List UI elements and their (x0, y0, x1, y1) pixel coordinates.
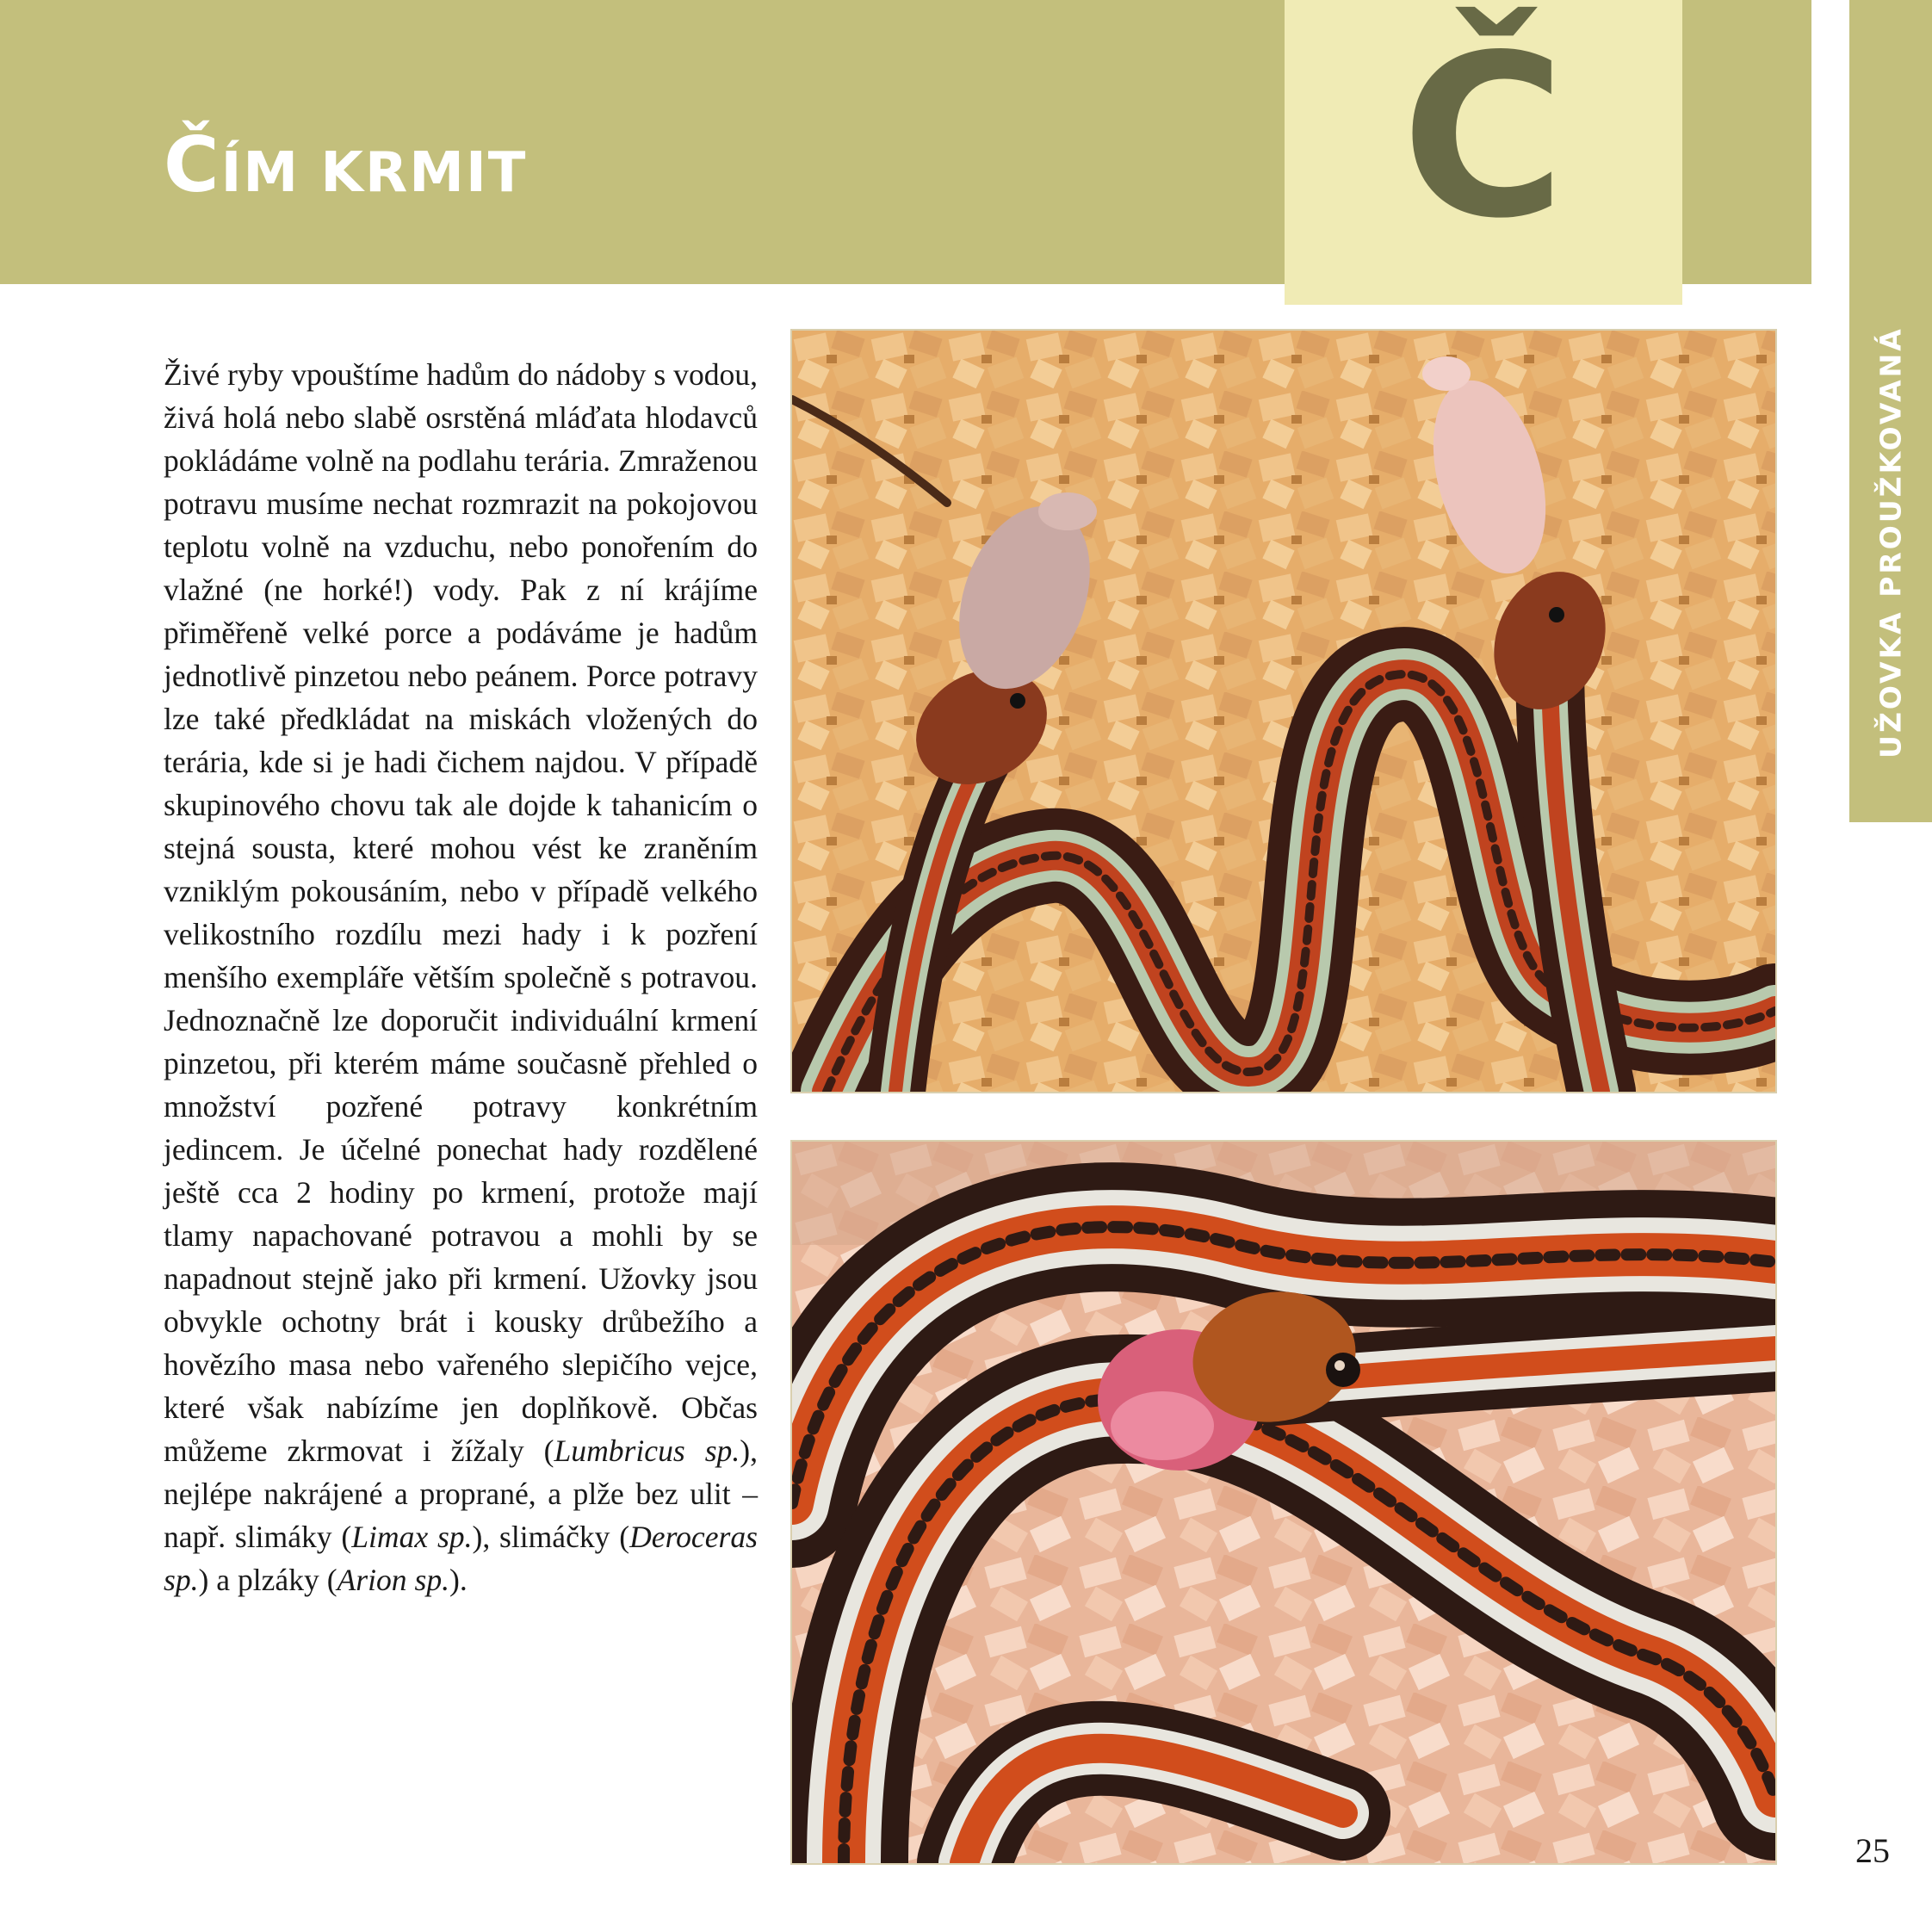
body-paragraph (164, 353, 758, 1601)
side-tab-label: UŽOVKA PROUŽKOVANÁ (1873, 326, 1908, 759)
photo-snake-eating-mouse (790, 1140, 1777, 1865)
chapter-letter: Č (1401, 8, 1566, 268)
chapter-letter-box (1285, 0, 1682, 305)
taxon-lumbricus: Lumbricus sp. (554, 1434, 740, 1468)
page-number: 25 (1855, 1831, 1890, 1870)
title-initial: Č (164, 121, 221, 209)
taxon-deroceras: Deroceras sp. (164, 1520, 758, 1597)
page-title (164, 121, 528, 209)
taxon-arion: Arion sp. (337, 1563, 450, 1597)
taxon-limax: Limax sp. (351, 1520, 473, 1554)
photo-snakes-feeding (790, 329, 1777, 1093)
body-text-5: ). (449, 1563, 468, 1597)
body-text-4: ) a plzáky ( (198, 1563, 337, 1597)
body-text-2: ), nejlépe nakrájené a proprané, a plže bez ulit – např. slimáky ( (164, 1434, 758, 1554)
body-text-1: Živé ryby vpouštíme hadům do nádoby s vodou, živá holá nebo slabě osrstěná mláďata hlodavců pokládáme volně na podlahu terária. Zmraženou potravu musíme nechat rozmrazit na pokojovou teplotu volně na vzduchu, nebo ponořením do vlažné (ne horké!) vody. Pak z ní krájíme přiměřeně velké porce a podáváme je hadům jednotlivě pinzetou nebo peánem. Porce potravy lze také předkládat na miskách vložených do terária, kde si je hadi čichem najdou. V případě skupinového chovu tak ale dojde k tahanicím o stejná sousta, které mohou vést ke zraněním vzniklým pokousáním, nebo v případě velkého velikostního rozdílu mezi hady i k pozření menšího exempláře větším společně s potravou. Jednoznačně lze doporučit individuální krmení pinzetou, při kterém máme současně přehled o množství pozřené potravy konkrétním jedincem. Je účelné ponechat hady rozdělené ještě cca 2 hodiny po krmení, protože mají tlamy napachované potravou a mohli by se napadnout stejně jako při krmení. Užovky jsou obvykle ochotny brát i kousky drůbežího a hovězího masa nebo vařeného slepičího vejce, které však nabízíme jen doplňkově. Občas můžeme zkrmovat i žížaly ( (164, 357, 758, 1468)
title-rest: ÍM KRMIT (220, 141, 528, 205)
body-text-3: ), slimáčky ( (472, 1520, 630, 1554)
